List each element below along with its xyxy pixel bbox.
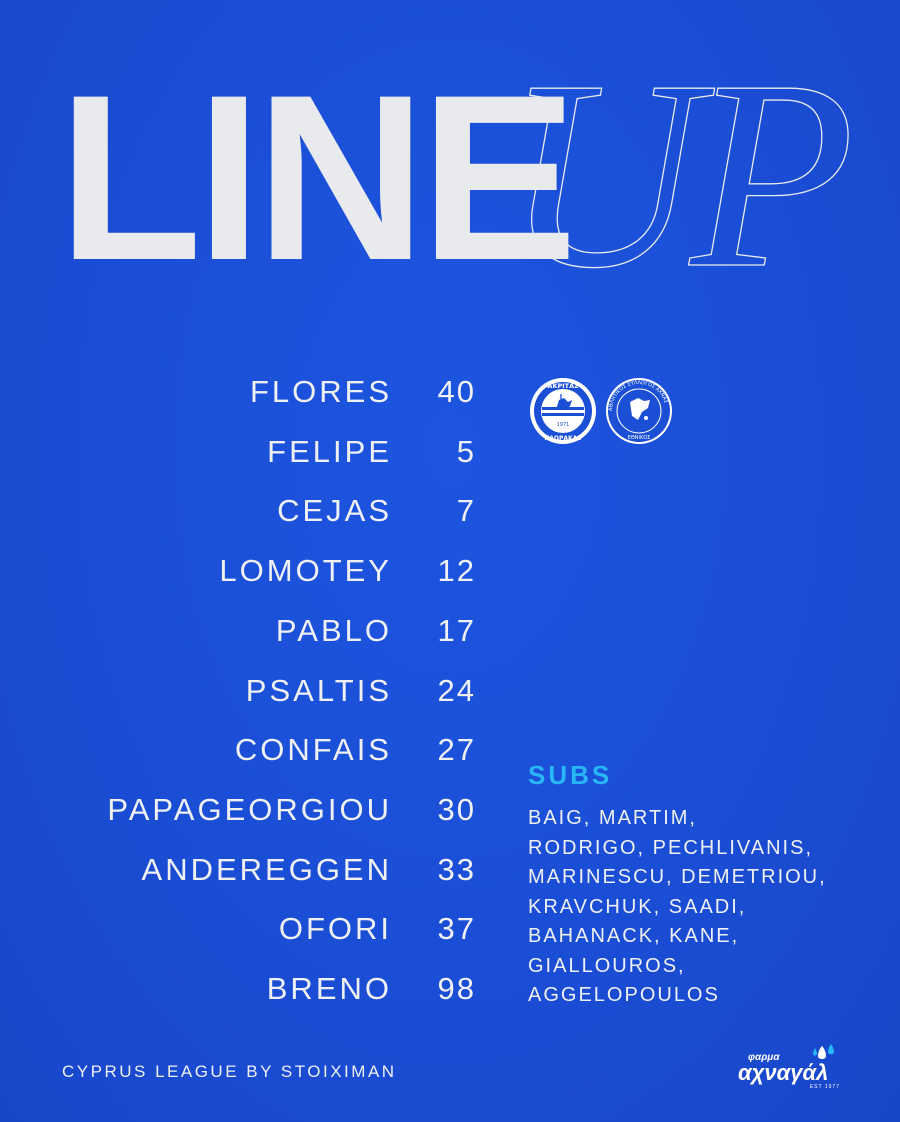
subs-title: SUBS [528,760,613,790]
lineup-row [40,661,480,721]
player-number: 5 [456,433,476,469]
player-number: 12 [437,553,476,589]
lineup-row [40,601,480,661]
away-badge-ring-text: ΑΘΛΗΤΙΚΟΣ ΣΥΛΛΟΓΟΣ ΑΧΝΑΣ [607,379,669,412]
player-number: 37 [437,911,476,947]
home-badge-bottom-text: ΧΛΩΡΑΚΑΣ [544,435,582,442]
player-number: 17 [437,612,476,648]
player-number: 27 [437,732,476,768]
home-badge-year: 1971 [556,422,570,428]
lineup-row [40,840,480,900]
sponsor-top-text: φαρμα [748,1052,780,1063]
sponsor-logo-icon [738,1040,842,1090]
title-up: UP [505,25,845,324]
subs-list [528,804,868,1011]
player-name: CEJAS [277,493,392,529]
sponsor-main-text: αχναγάλ [738,1060,829,1085]
lineup-row [40,959,480,1019]
player-name: LOMOTEY [219,553,392,589]
subs-line: BAIG, MARTIM, [528,807,697,829]
subs-line: AGGELOPOULOS [528,984,720,1006]
lineup-row [40,720,480,780]
lineup-row [40,541,480,601]
akritas-chlorakas-crest-icon [528,376,598,446]
player-name: PAPAGEORGIOU [107,791,392,827]
away-badge-bottom-text: ΕΘΝΙΚΟΣ [627,435,651,441]
lineup-row [40,780,480,840]
player-number: 24 [437,672,476,708]
milk-drops-icon [810,1042,840,1062]
subs-line: BAHANACK, KANE, [528,925,740,947]
lineup-row [40,899,480,959]
subs-line: RODRIGO, PECHLIVANIS, [528,836,814,859]
player-number: 7 [456,493,476,529]
lineup-row [40,362,480,422]
subs-line: KRAVCHUK, SAADI, [528,895,747,918]
player-name: PSALTIS [245,672,392,708]
player-name: PABLO [275,612,392,648]
player-number: 30 [437,791,476,827]
lineup-row [40,422,480,482]
home-badge-top-text: ΑΚΡΙΤΑΣ [547,382,579,390]
title-line: LINE [58,46,572,310]
subs-line: MARINESCU, DEMETRIOU, [528,866,827,888]
sponsor-sub-text: EST 1977 [809,1084,840,1090]
lineup-row [40,481,480,541]
player-name: CONFAIS [234,732,392,768]
ethnikos-achna-crest-icon [604,376,674,446]
player-name: FELIPE [267,433,392,469]
player-name: ANDEREGGEN [141,851,392,887]
player-name: OFORI [278,911,392,947]
player-name: FLORES [249,374,392,409]
player-number: 40 [437,374,476,409]
player-name: BRENO [266,971,392,1006]
player-number: 98 [437,971,476,1006]
subs-line: GIALLOUROS, [528,954,686,977]
player-number: 33 [437,851,476,887]
league-footer: CYPRUS LEAGUE BY STOIXIMAN [62,1062,397,1081]
